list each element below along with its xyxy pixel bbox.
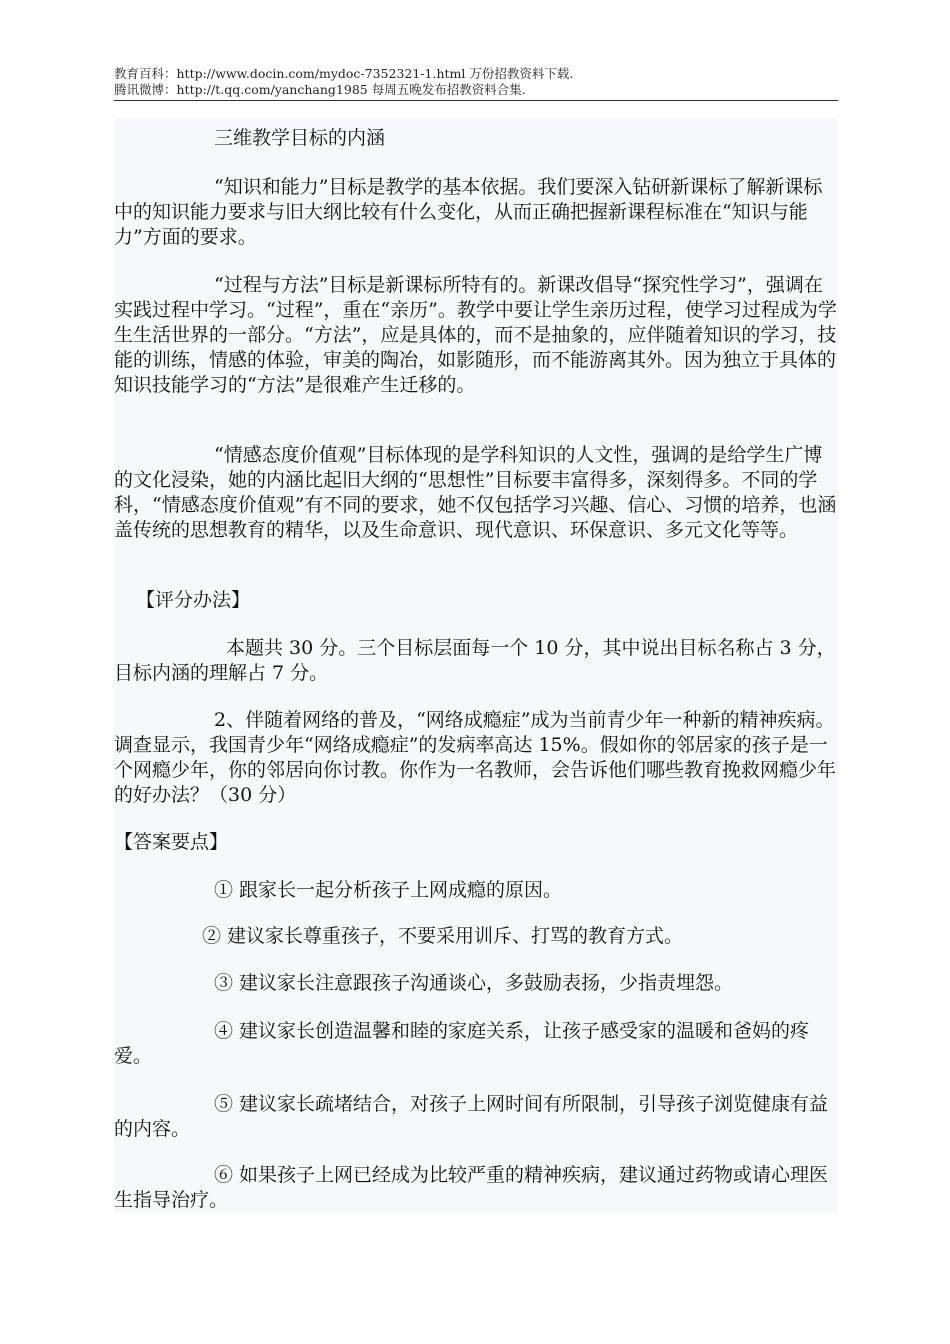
paragraph-process: “过程与方法”目标是新课标所特有的。新课改倡导“探究性学习”，强调在实践过程中学习。“过程”，重在“亲历”。教学中要让学生亲历过程，使学习过程成为学生生活世界的一部分。“方法”，应是具体的，而不是抽象的，应伴随着知识的学习，技能的训练，情感的体验，审美的陶冶，如影随形，而不能游离其外。因为独立于具体的知识技能学习的“方法”是很难产生迁移的。 <box>114 274 837 396</box>
answer-item-5: ⑤ 建议家长疏堵结合，对孩子上网时间有所限制，引导孩子浏览健康有益的内容。 <box>114 1093 829 1140</box>
question-2: 2、伴随着网络的普及，“网络成瘾症”成为当前青少年一种新的精神疾病。调查显示，我国青少年“网络成瘾症”的发病率高达 15%。假如你的邻居家的孩子是一个网瘾少年，你的邻居向你讨教。你作为一名教师，会告诉他们哪些教育挽救网瘾少年的好办法？（30 分） <box>114 709 837 806</box>
header-line-docin: 教育百科：http://www.docin.com/mydoc-7352321-1.html 万份招教资料下载. <box>114 66 574 81</box>
document-body <box>114 118 838 1213</box>
answer-item-3: ③ 建议家长注意跟孩子沟通谈心，多鼓励表扬，少指责埋怨。 <box>214 972 734 994</box>
paragraph-knowledge: “知识和能力”目标是教学的基本依据。我们要深入钻研新课标了解新课标中的知识能力要求与旧大纲比较有什么变化，从而正确把握新课程标准在“知识与能力”方面的要求。 <box>114 176 823 248</box>
answer-item-4: ④ 建议家长创造温馨和睦的家庭关系，让孩子感受家的温暖和爸妈的疼爱。 <box>114 1020 810 1067</box>
answer-item-1: ① 跟家长一起分析孩子上网成瘾的原因。 <box>214 879 563 901</box>
answer-item-6: ⑥ 如果孩子上网已经成为比较严重的精神疾病，建议通过药物或请心理医生指导治疗。 <box>114 1164 829 1211</box>
answer-heading: 【答案要点】 <box>114 831 229 853</box>
page-header <box>114 66 838 101</box>
scoring-heading: 【评分办法】 <box>136 589 251 611</box>
section-title: 三维教学目标的内涵 <box>214 127 386 149</box>
paragraph-values: “情感态度价值观”目标体现的是学科知识的人文性，强调的是给学生广博的文化浸染，她的内涵比起旧大纲的“思想性”目标要丰富得多，深刻得多。不同的学科，“情感态度价值观”有不同的要求，她不仅包括学习兴趣、信心、习惯的培养，也涵盖传统的思想教育的精华，以及生命意识、现代意识、环保意识、多元文化等等。 <box>114 444 837 541</box>
answer-item-2: ② 建议家长尊重孩子，不要采用训斥、打骂的教育方式。 <box>202 925 684 947</box>
header-line-weibo: 腾讯微博：http://t.qq.com/yanchang1985 每周五晚发布招教资料合集. <box>114 82 526 97</box>
scoring-text: 本题共 30 分。三个目标层面每一个 10 分，其中说出目标名称占 3 分，目标内涵的理解占 7 分。 <box>114 637 836 684</box>
